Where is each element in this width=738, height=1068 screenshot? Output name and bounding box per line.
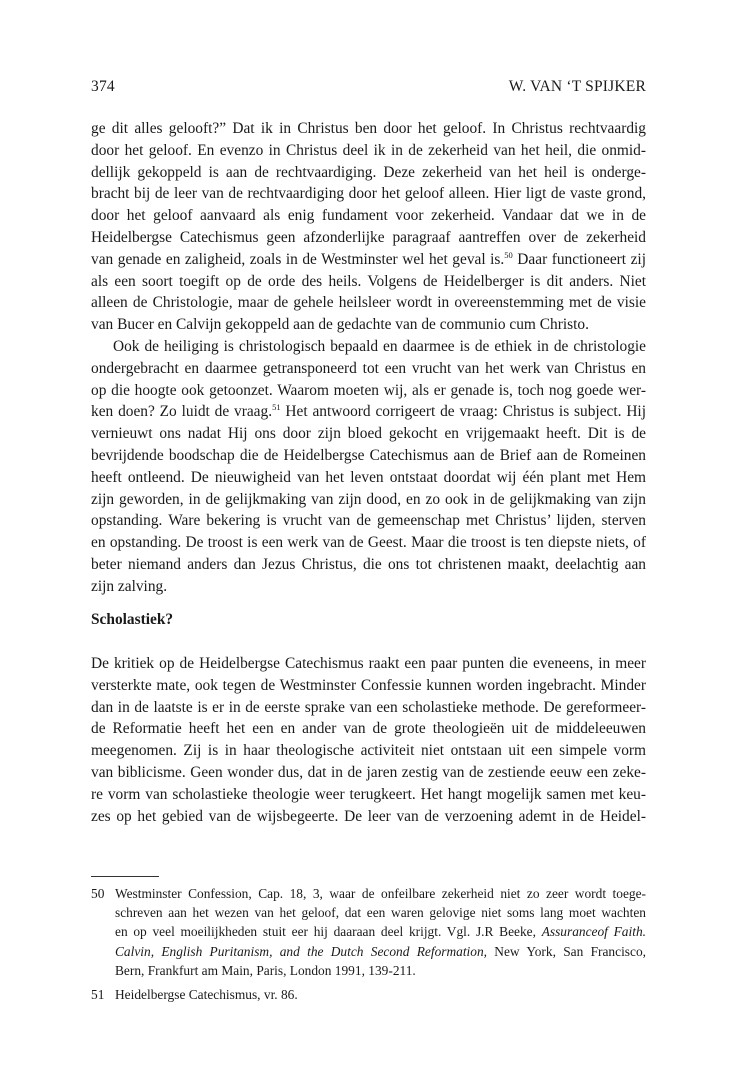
footnote-body: [115, 985, 646, 1004]
text-line: Heidelbergse Catechismus geen afzonderlijke paragraaf aantreffen over de zekerheid: [91, 228, 646, 246]
footnote-number: 50: [91, 886, 105, 901]
text-line: ondergebracht en daarmee getransponeerd tot een vrucht van het werk van Christus en: [91, 359, 646, 377]
text-line: meegenomen. Zij is in haar theologische activiteit niet ontstaan uit een simpele vorm: [91, 742, 646, 760]
text-segment: Daar functioneert zij: [512, 250, 646, 268]
text-line: de Reformatie heeft het een en ander van de grote theologieën uit de middeleeuwen: [91, 720, 646, 738]
footnote-50: [91, 884, 646, 980]
text-line: dan in de laatste is er in de eerste sprake van een scholastieke methode. De gereformeer-: [91, 698, 646, 716]
paragraph-2: [91, 336, 646, 598]
footnote-line: [115, 942, 646, 961]
footnote-line: Westminster Confession, Cap. 18, 3, waar de onfeilbare zekerheid niet zo zeer wordt toege-: [115, 886, 646, 901]
body-text-top: [91, 118, 646, 598]
text-line: en opstanding. De troost is een werk van de Geest. Maar die troost is ten diepste niets, of: [91, 534, 646, 552]
text-line: re vorm van scholastieke theologie weer terugkeert. Het hangt mogelijk samen met keu-: [91, 785, 646, 803]
running-head: [91, 78, 646, 96]
text-line: De kritiek op de Heidelbergse Catechismus raakt een paar punten die eveneens, in meer: [91, 655, 646, 672]
footnote-ref-50[interactable]: 50: [504, 249, 513, 260]
text-segment: Het antwoord corrigeert de vraag: Christus is subject. Hij: [280, 403, 646, 421]
text-line: Ook de heiliging is christologisch bepaald en daarmee is de ethiek in de christologie: [113, 337, 646, 355]
text-line: [91, 249, 646, 271]
footnote-body: [115, 884, 646, 980]
text-line: van biblicisme. Geen wonder dus, dat in de jaren zestig van de zestiende eeuw een zeke-: [91, 763, 646, 781]
text-line: opstanding. Ware bekering is vrucht van de gemeenschap met Christus’ lijden, sterven: [91, 512, 646, 530]
text-line: op die hoogte ook getoonzet. Waarom moeten wij, als er genade is, toch nog goede wer-: [91, 381, 646, 399]
text-line: vernieuwt ons nadat Hij ons door zijn bloed gekocht en vrijgemaakt heeft. Dit is de: [91, 425, 646, 443]
footnote-ref-51[interactable]: 51: [272, 402, 281, 413]
page-number: 374: [91, 78, 115, 95]
footnote-line: [115, 922, 646, 941]
paragraph-3: [91, 653, 646, 827]
text-line: alleen de Christologie, maar de gehele heilsleer wordt in overeenstemming met de visie: [91, 294, 646, 312]
text-line: dellijk gekoppeld is aan de rechtvaardiging. Deze zekerheid van het heil is onderge-: [91, 163, 646, 181]
running-title: W. VAN ‘T SPIJKER: [508, 78, 646, 95]
book-title-segment: Calvin, English Puritanism, and the Dutch Second Reformation,: [115, 943, 488, 959]
footnote-number: 51: [91, 987, 105, 1003]
footnote-line: Bern, Frankfurt am Main, Paris, London 1991, 139-211.: [115, 962, 416, 978]
footnotes: [91, 884, 646, 1004]
text-line: versterkte mate, ook tegen de Westminster Confessie kunnen worden ingebracht. Minder: [91, 676, 646, 694]
text-line: zijn geworden, in de gelijkmaking van zijn dood, en zo ook in de gelijkmaking van zijn: [91, 490, 646, 508]
text-line: beter niemand anders dan Jezus Christus, die ons tot christenen maakt, deelachtig aan: [91, 555, 646, 573]
text-line: door het geloof aanvaard als enig fundament voor zekerheid. Vandaar dat we in de: [91, 207, 646, 225]
text-line: [91, 401, 646, 423]
text-line: bracht bij de leer van de rechtvaardiging door het geloof alleen. Hier ligt de vaste grond,: [91, 185, 646, 203]
text-line: heeft ontleend. De nieuwigheid van het leven ontstaat doordat wij één plant met Hem: [91, 468, 646, 486]
text-segment: New York, San Francisco,: [487, 943, 646, 959]
text-line: door het geloof. En evenzo in Christus deel ik in de zekerheid van het heil, die onmid-: [91, 141, 646, 159]
text-segment: van genade en zaligheid, zoals in de Westminster wel het geval is.: [91, 250, 505, 268]
footnote-divider: [91, 876, 159, 877]
text-line: van Bucer en Calvijn gekoppeld aan de gedachte van de communio cum Christo.: [91, 316, 589, 334]
text-line: zijn zalving.: [91, 577, 168, 595]
footnote-line: schreven aan het wezen van het geloof, dat een waren gelovige niet soms lang moet wachten: [115, 905, 646, 921]
book-title-segment: Assuranceof Faith.: [541, 924, 646, 940]
text-line: bevrijdende boodschap die de Heidelbergse Catechismus aan de Brief aan de Romeinen: [91, 446, 646, 464]
section-heading: Scholastiek?: [91, 611, 174, 628]
text-segment: ken doen? Zo luidt de vraag.: [91, 403, 273, 421]
text-line: zes op het gebied van de wijsbegeerte. De leer van de verzoening ademt in de Heidel-: [91, 807, 646, 825]
text-segment: en op veel moeilijkheden stuit eer hij daaraan deel krijgt. Vgl. J.R Beeke,: [115, 924, 542, 940]
text-line: als een soort toegift op de orde des heils. Volgens de Heidelberger is dit anders. Niet: [91, 272, 646, 290]
paragraph-1: [91, 118, 646, 336]
footnote-line: Heidelbergse Catechismus, vr. 86.: [115, 987, 298, 1003]
text-line: ge dit alles gelooft?” Dat ik in Christus ben door het geloof. In Christus rechtvaardig: [91, 120, 646, 137]
footnote-51: [91, 985, 646, 1004]
